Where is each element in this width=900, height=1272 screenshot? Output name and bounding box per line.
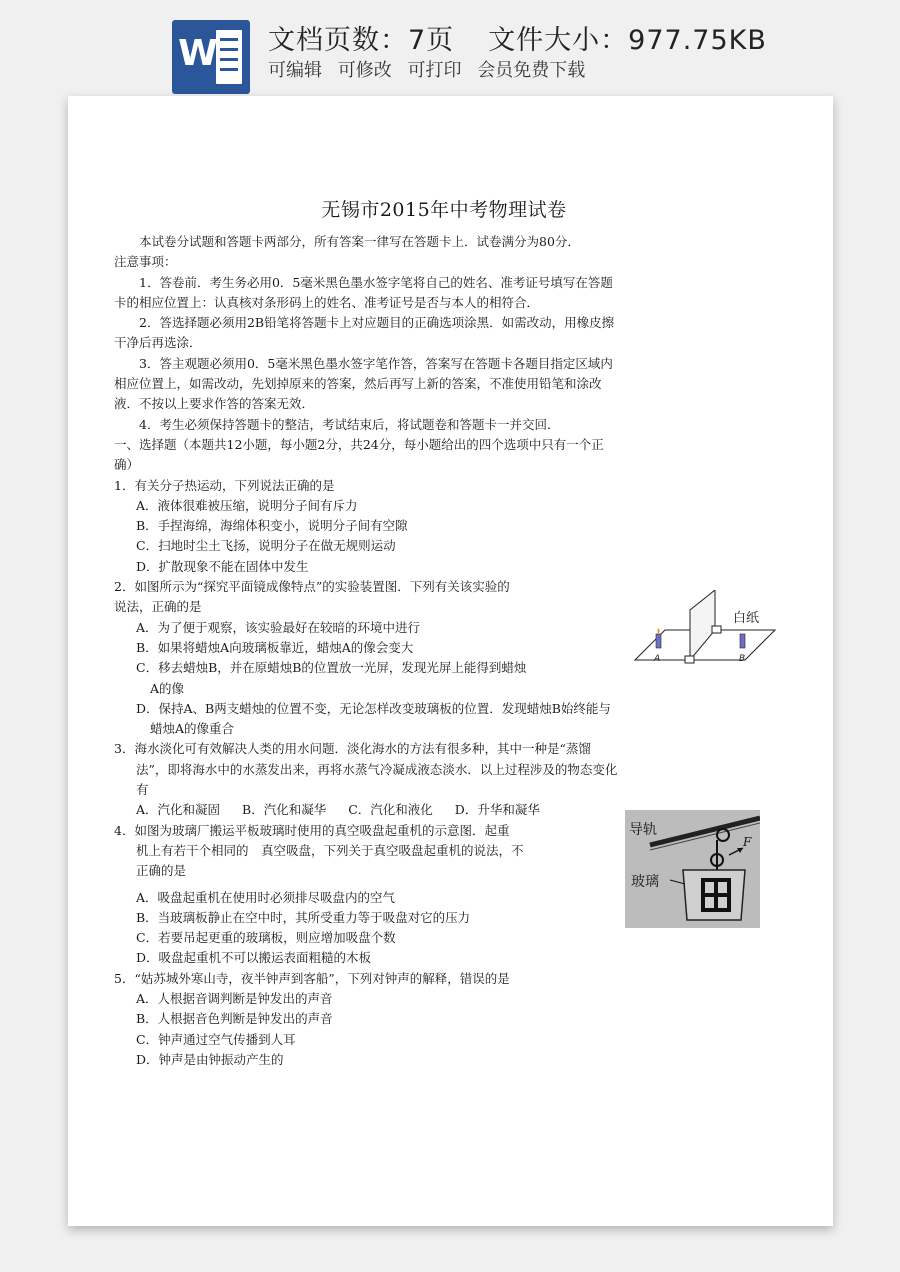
q1-option-b: B．手捏海绵，海绵体积变小，说明分子间有空隙 [136, 518, 408, 534]
file-size: 文件大小：977.75KB [488, 25, 767, 56]
candle-a-icon [656, 634, 661, 648]
notice-heading: 注意事项： [114, 254, 177, 270]
mirror-experiment-figure [630, 590, 780, 670]
q4-option-b: B．当玻璃板静止在空中时，其所受重力等于吸盘对它的压力 [136, 909, 471, 925]
q2-option-d: D．保持A、B两支蜡烛的位置不变，无论怎样改变玻璃板的位置．发现蜡烛B始终能与 [136, 700, 611, 716]
notice-line: 干净后再选涂． [114, 335, 202, 351]
q1-option-a: A．液体很难被压缩，说明分子间有斥力 [136, 497, 358, 513]
q2-option-a: A．为了便于观察，该实验最好在较暗的环境中进行 [136, 619, 421, 635]
file-info [268, 18, 767, 57]
q3-stem: 3．海水淡化可有效解决人类的用水问题．淡化海水的方法有很多种，其中一种是“蒸馏 [114, 741, 591, 757]
notice-line: 液．不按以上要求作答的答案无效． [114, 396, 315, 412]
q4-stem-cont: 正确的是 [136, 863, 187, 879]
notice-line: 相应位置上，如需改动，先划掉原来的答案，然后再写上新的答案，不准使用铅笔和涂改 [114, 376, 602, 392]
feature-printable: 可打印 [407, 60, 462, 81]
word-doc-icon [172, 20, 250, 94]
feature-member-download[interactable]: 会员免费下载 [477, 60, 586, 81]
glass-stand-back [712, 626, 721, 633]
white-paper-label: 白纸 [733, 611, 760, 626]
flame-icon [658, 628, 660, 634]
q2-stem-cont: 说法，正确的是 [114, 599, 202, 615]
q5-stem: 5．“姑苏城外寒山寺，夜半钟声到客船”，下列对钟声的解释，错误的是 [114, 970, 510, 986]
q3-stem-cont: 有 [136, 782, 149, 798]
feature-modifiable: 可修改 [337, 60, 392, 81]
q5-option-b: B．人根据音色判断是钟发出的声音 [136, 1011, 333, 1027]
glass-stand-front [685, 656, 694, 663]
exam-title: 无锡市2015年中考物理试卷 [321, 199, 567, 221]
rail-label: 导轨 [629, 822, 657, 838]
download-banner [0, 0, 900, 96]
q2-option-c: C．移去蜡烛B，并在原蜡烛B的位置放一光屏，发现光屏上能得到蜡烛 [136, 660, 527, 676]
q2-option-c-cont: A的像 [150, 680, 185, 696]
q2-stem: 2．如图所示为“探究平面镜成像特点”的实验装置图．下列有关该实验的 [114, 579, 510, 595]
q3-option-c: C．汽化和液化 [348, 802, 433, 818]
notice-line: 4．考生必须保持答题卡的整洁，考试结束后，将试题卷和答题卡一并交回． [139, 416, 560, 432]
suction-crane-figure [625, 810, 760, 928]
q3-stem-cont: 法”，即将海水中的水蒸发出来，再将水蒸气冷凝成液态淡水．以上过程涉及的物态变化 [136, 761, 618, 777]
q4-option-d: D．吸盘起重机不可以搬运表面粗糙的木板 [136, 950, 372, 966]
glass-label: 玻璃 [631, 874, 659, 890]
notice-line: 2．答选择题必须用2B铅笔将答题卡上对应题目的正确选项涂黑．如需改动，用橡皮擦 [139, 315, 615, 331]
q3-option-d: D．升华和凝华 [454, 802, 540, 818]
section-heading: 一、选择题（本题共12小题，每小题2分，共24分，每小题给出的四个选项中只有一个正 [114, 436, 604, 452]
notice-line: 卡的相应位置上：认真核对条形码上的姓名、准考证号是否与本人的相符合． [114, 294, 540, 310]
q4-stem: 4．如图为玻璃厂搬运平板玻璃时使用的真空吸盘起重机的示意图．起重 [114, 822, 510, 838]
force-label: F [743, 835, 752, 849]
q3-option-b: B．汽化和凝华 [242, 802, 327, 818]
q4-option-c: C．若要吊起更重的玻璃板，则应增加吸盘个数 [136, 930, 396, 946]
section-heading-cont: 确） [114, 457, 140, 473]
candle-b-label: B [739, 654, 746, 664]
q2-option-b: B．如果将蜡烛A向玻璃板靠近，蜡烛A的像会变大 [136, 639, 414, 655]
q5-option-a: A．人根据音调判断是钟发出的声音 [136, 990, 333, 1006]
notice-line: 1．答卷前．考生务必用0．5毫米黑色墨水签字笔将自己的姓名、准考证号填写在答题 [139, 274, 613, 290]
page-count: 文档页数：7页 [268, 25, 455, 56]
q5-option-c: C．钟声通过空气传播到人耳 [136, 1031, 296, 1047]
feature-list [268, 56, 595, 82]
glass-plate [690, 590, 715, 660]
q5-option-d: D．钟声是由钟振动产生的 [136, 1051, 284, 1067]
q3-option-a: A．汽化和凝固 [136, 802, 221, 818]
q4-option-a: A．吸盘起重机在使用时必须排尽吸盘内的空气 [136, 889, 396, 905]
notice-line: 3．答主观题必须用0．5毫米黑色墨水签字笔作答，答案写在答题卡各题目指定区域内 [139, 355, 613, 371]
candle-b-icon [740, 634, 745, 648]
feature-editable: 可编辑 [268, 60, 322, 81]
word-logo-letter: W [178, 33, 218, 74]
q1-stem: 1．有关分子热运动，下列说法正确的是 [114, 477, 335, 493]
q1-option-d: D．扩散现象不能在固体中发生 [136, 558, 309, 574]
intro-text: 本试卷分试题和答题卡两部分，所有答案一律写在答题卡上．试卷满分为80分． [139, 234, 580, 249]
q4-stem-cont: 机上有若干个相同的 真空吸盘，下列关于真空吸盘起重机的说法，不 [136, 842, 524, 858]
candle-a-label: A [654, 654, 661, 664]
q2-option-d-cont: 蜡烛A的像重合 [150, 721, 235, 737]
q1-option-c: C．扫地时尘土飞扬，说明分子在做无规则运动 [136, 538, 396, 554]
